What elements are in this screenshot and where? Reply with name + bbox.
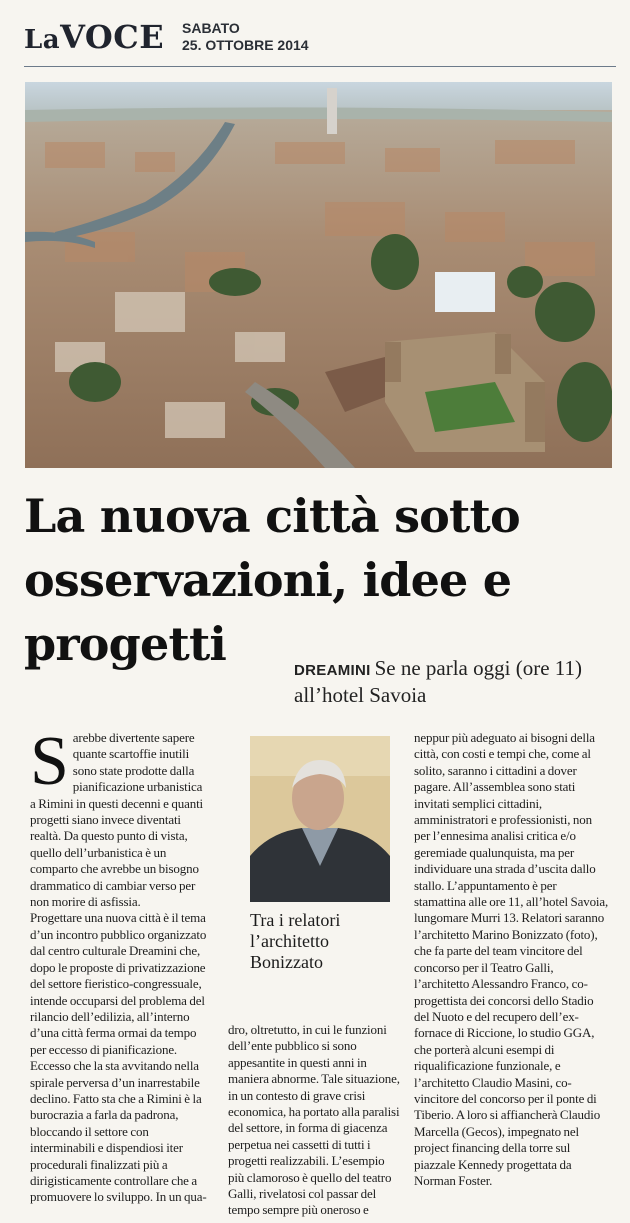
issue-date <box>182 20 309 54</box>
photo-caption: Tra i relatori l’architetto Bonizzato <box>250 910 341 972</box>
portrait-photo <box>250 736 390 902</box>
article-paragraph-4: neppur più adeguato ai bisogni della città, con costi e tempi che, come al solito, saranno i cittadini a dover pagare. All’assemblea sono stati invitati semplici cittadini, amministratori e professionisti, non per l’ennesima analisi critica e/o geremiade qualunquista, ma per individuare una strada d’uscita dallo stallo. L’appuntamento è per stamattina alle ore 11, all’hotel Savoia, lungomare Murri 13. Relatori saranno l’architetto Marino Bonizzato (foto), che fa parte del team vincitore del concorso per il Teatro Galli, l’architetto Alessandro Franco, co-progettista dei concorsi dello Stadio del Nuoto e del recupero dell’ex-fornace di Riccione, lo studio GGA, che porterà alcuni esempi di riqualificazione funzionale, e l’architetto Claudio Masini, co-vincitore del concorso per il ponte di Tiberio. A loro si affiancherà Claudio Marcella (Gecos), impegnato nel project financing della torre sul piazzale Kennedy progettata da Norman Foster. <box>414 730 609 1188</box>
issue-day: SABATO <box>182 20 240 36</box>
issue-full-date: 25. OTTOBRE 2014 <box>182 37 309 53</box>
headline-line-3: progetti <box>24 617 227 671</box>
subheadline-text: Se ne parla oggi (ore 11) all’hotel Savoia <box>294 656 582 707</box>
logo-prefix: La <box>24 25 61 55</box>
headline-line-1: La nuova città sotto <box>24 489 520 543</box>
article-column-3 <box>414 730 610 1189</box>
article-column-2 <box>228 1022 400 1219</box>
newspaper-logo <box>24 18 164 56</box>
headline <box>24 484 616 676</box>
subheadline <box>294 656 614 708</box>
headline-line-2: osservazioni, idee e <box>24 553 512 607</box>
article-paragraph-3: dro, oltretutto, in cui le funzioni dell’ente pubblico si sono appesantite in questi anni in maniera abnorme. Tale situazione, in un contesto di grave crisi economica, ha portato alla paralisi del settore, in forma di giacenza perpetua nei cassetti di tutti i progetti realizzabili. L’esempio più clamoroso è quello del teatro Galli, rivelatosi col passar del tempo sempre più oneroso e <box>228 1022 400 1218</box>
logo-main: VOCE <box>60 18 165 56</box>
section-tag: DREAMINI <box>294 662 371 679</box>
article-paragraph-2: Progettare una nuova città è il tema d’un incontro pubblico organizzato dal centro culturale Dreamini che, dopo le proposte di privatizzazione del settore fieristico-congressuale, intende occuparsi del problema del rilancio dell’edilizia, all’interno d’una città ferma ormai da tempo per eccesso di pianificazione. Eccesso che la sta avvitando nella spirale perversa d’un inarrestabile declino. Fatto sta che a Rimini è la burocrazia a farla da padrona, bloccando il settore con interminabili e dispendiosi iter procedurali finalizzati più a dirigisticamente controllare che a promuovere lo sviluppo. In un qua- <box>30 910 207 1205</box>
drop-cap: S <box>30 723 69 800</box>
masthead <box>24 14 616 70</box>
aerial-city-photo <box>25 82 612 468</box>
article-column-1 <box>30 723 210 1206</box>
article-paragraph-1: arebbe divertente sapere quante scartoffie inutili sono state prodotte dalla pianificazione urbanistica a Rimini in questi decenni e quanti progetti siano invece diventati realtà. Da questo punto di vista, quello dell’urbanistica è un comparto che avrebbe un bisogno drammatico di cambiar verso per non morire di asfissia. <box>30 730 203 910</box>
masthead-rule <box>24 66 616 67</box>
